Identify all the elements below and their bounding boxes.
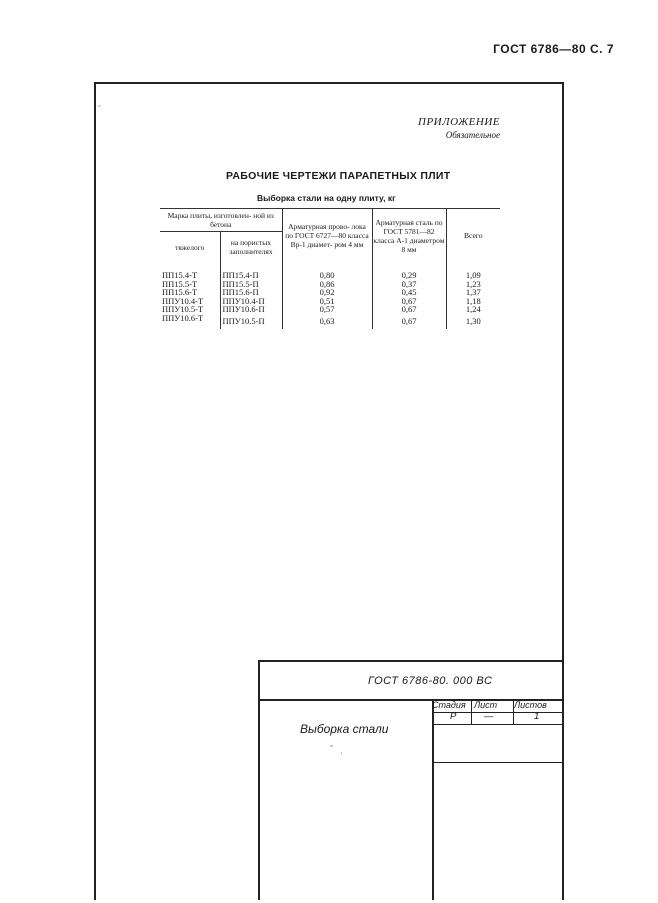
cell-wire: 0,51	[282, 297, 372, 306]
stamp-stage-value: Р	[450, 711, 457, 722]
header-porous: на пористых заполнителях	[220, 232, 282, 263]
cell-total: 1,23	[446, 280, 500, 289]
stamp-sheet-label: Лист	[474, 700, 498, 710]
cell-porous: ПП15.5-П	[220, 280, 282, 289]
cell-porous: ППУ10.6-П	[220, 305, 282, 314]
table-row	[160, 305, 500, 314]
cell-total: 1,24	[446, 305, 500, 314]
cell-porous: ПП15.4-П	[220, 262, 282, 280]
cell-rebar: 0,37	[372, 280, 446, 289]
cell-heavy: ПП15.5-Т	[162, 278, 198, 289]
cell-wire: 0,57	[282, 305, 372, 314]
cell-wire: 0,80	[282, 262, 372, 280]
header-plate-group: Марка плиты, изготовлен- ной из бетона	[160, 209, 282, 232]
cell-heavy: ПП15.4-Т	[162, 270, 198, 280]
appendix-title: ПРИЛОЖЕНИЕ	[418, 116, 500, 128]
table-caption: Выборка стали на одну плиту, кг	[257, 193, 396, 203]
title-block	[258, 660, 562, 900]
cell-porous: ППУ10.5-П	[220, 314, 282, 329]
cell-heavy: ППУ10.6-Т	[162, 312, 204, 323]
cell-rebar: 0,29	[372, 262, 446, 280]
cell-heavy: ППУ10.4-Т	[162, 295, 204, 306]
cell-rebar: 0,67	[372, 314, 446, 329]
stamp-stage-label: Стадия	[432, 700, 466, 710]
cell-wire: 0,92	[282, 288, 372, 297]
stamp-sheet-value: —	[484, 711, 494, 722]
document-title: РАБОЧИЕ ЧЕРТЕЖИ ПАРАПЕТНЫХ ПЛИТ	[226, 170, 451, 182]
header-wire: Арматурная прово- лока по ГОСТ 6727—80 класса Вр-1 диамет- ром 4 мм	[282, 209, 372, 263]
steel-table	[160, 208, 500, 329]
pencil-mark: ˜ ˌ	[330, 744, 343, 754]
header-total: Всего	[446, 209, 500, 263]
table-row	[160, 314, 500, 329]
cell-total: 1,09	[446, 262, 500, 280]
page-header: ГОСТ 6786—80 С. 7	[493, 42, 614, 56]
appendix-subtitle: Обязательное	[445, 130, 500, 140]
stamp-sheets-label: Листов	[514, 700, 547, 710]
cell-total: 1,18	[446, 297, 500, 306]
cell-wire: 0,86	[282, 280, 372, 289]
stamp-document-code: ГОСТ 6786-80. 000 ВС	[368, 675, 493, 687]
cell-porous: ППУ10.4-П	[220, 297, 282, 306]
cell-rebar: 0,67	[372, 305, 446, 314]
corner-mark: ˇ	[98, 104, 101, 113]
stamp-sheet-name: Выборка стали	[300, 722, 389, 736]
appendix-block	[418, 116, 500, 140]
cell-heavy: ППУ10.5-Т	[162, 304, 204, 315]
cell-total: 1,37	[446, 288, 500, 297]
cell-porous: ПП15.6-П	[220, 288, 282, 297]
stamp-sheets-value: 1	[534, 711, 540, 722]
cell-rebar: 0,67	[372, 297, 446, 306]
cell-wire: 0,63	[282, 314, 372, 329]
table-row	[160, 262, 500, 280]
cell-heavy: ПП15.6-Т	[162, 287, 198, 298]
header-rebar: Арматурная сталь по ГОСТ 5781—82 класса А-1 диаметром 8 мм	[372, 209, 446, 263]
cell-rebar: 0,45	[372, 288, 446, 297]
header-heavy: тяжелого	[175, 242, 205, 252]
cell-total: 1,30	[446, 314, 500, 329]
